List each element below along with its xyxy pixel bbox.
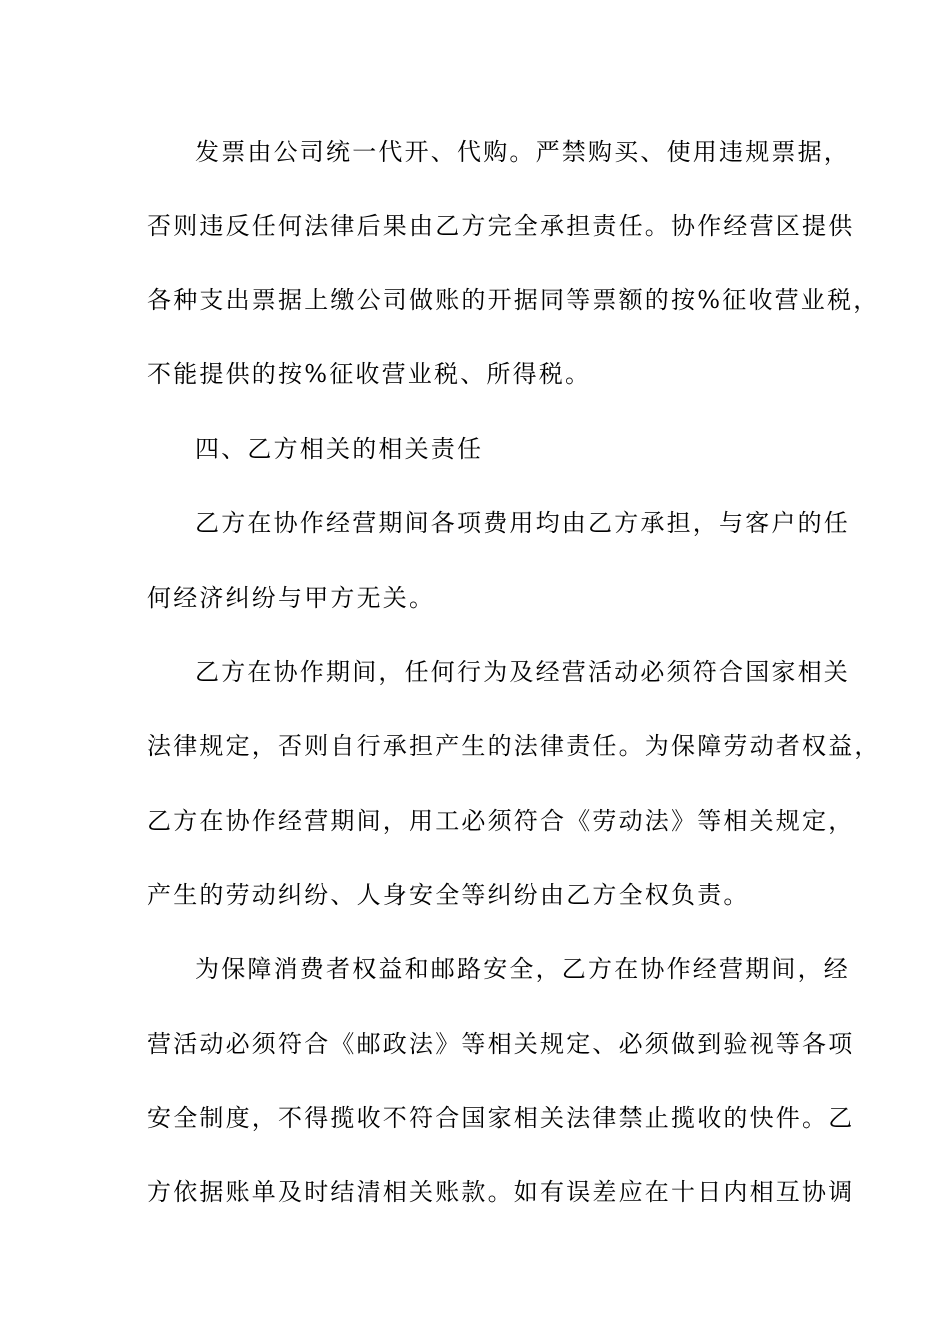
paragraph-line: 乙方在协作经营期间各项费用均由乙方承担，与客户的任 — [195, 509, 850, 537]
paragraph-line: 何经济纠纷与甲方无关。 — [147, 584, 436, 612]
paragraph-line: 为保障消费者权益和邮路安全，乙方在协作经营期间，经 — [195, 955, 850, 983]
paragraph-line: 安全制度，不得揽收不符合国家相关法律禁止揽收的快件。乙 — [147, 1104, 855, 1132]
paragraph-line: 不能提供的按%征收营业税、所得税。 — [147, 360, 592, 388]
paragraph-line: 发票由公司统一代开、代购。严禁购买、使用违规票据， — [195, 138, 850, 166]
section-heading: 四、乙方相关的相关责任 — [195, 435, 484, 463]
paragraph-line: 法律规定，否则自行承担产生的法律责任。为保障劳动者权益， — [147, 732, 881, 760]
paragraph-line: 否则违反任何法律后果由乙方完全承担责任。协作经营区提供 — [147, 212, 855, 240]
paragraph-line: 营活动必须符合《邮政法》等相关规定、必须做到验视等各项 — [147, 1030, 855, 1058]
paragraph-line: 产生的劳动纠纷、人身安全等纠纷由乙方全权负责。 — [147, 881, 750, 909]
paragraph-line: 乙方在协作经营期间，用工必须符合《劳动法》等相关规定， — [147, 807, 855, 835]
paragraph-line: 方依据账单及时结清相关账款。如有误差应在十日内相互协调 — [147, 1178, 855, 1206]
paragraph-line: 乙方在协作期间，任何行为及经营活动必须符合国家相关 — [195, 658, 850, 686]
paragraph-line: 各种支出票据上缴公司做账的开据同等票额的按%征收营业税， — [147, 286, 880, 314]
